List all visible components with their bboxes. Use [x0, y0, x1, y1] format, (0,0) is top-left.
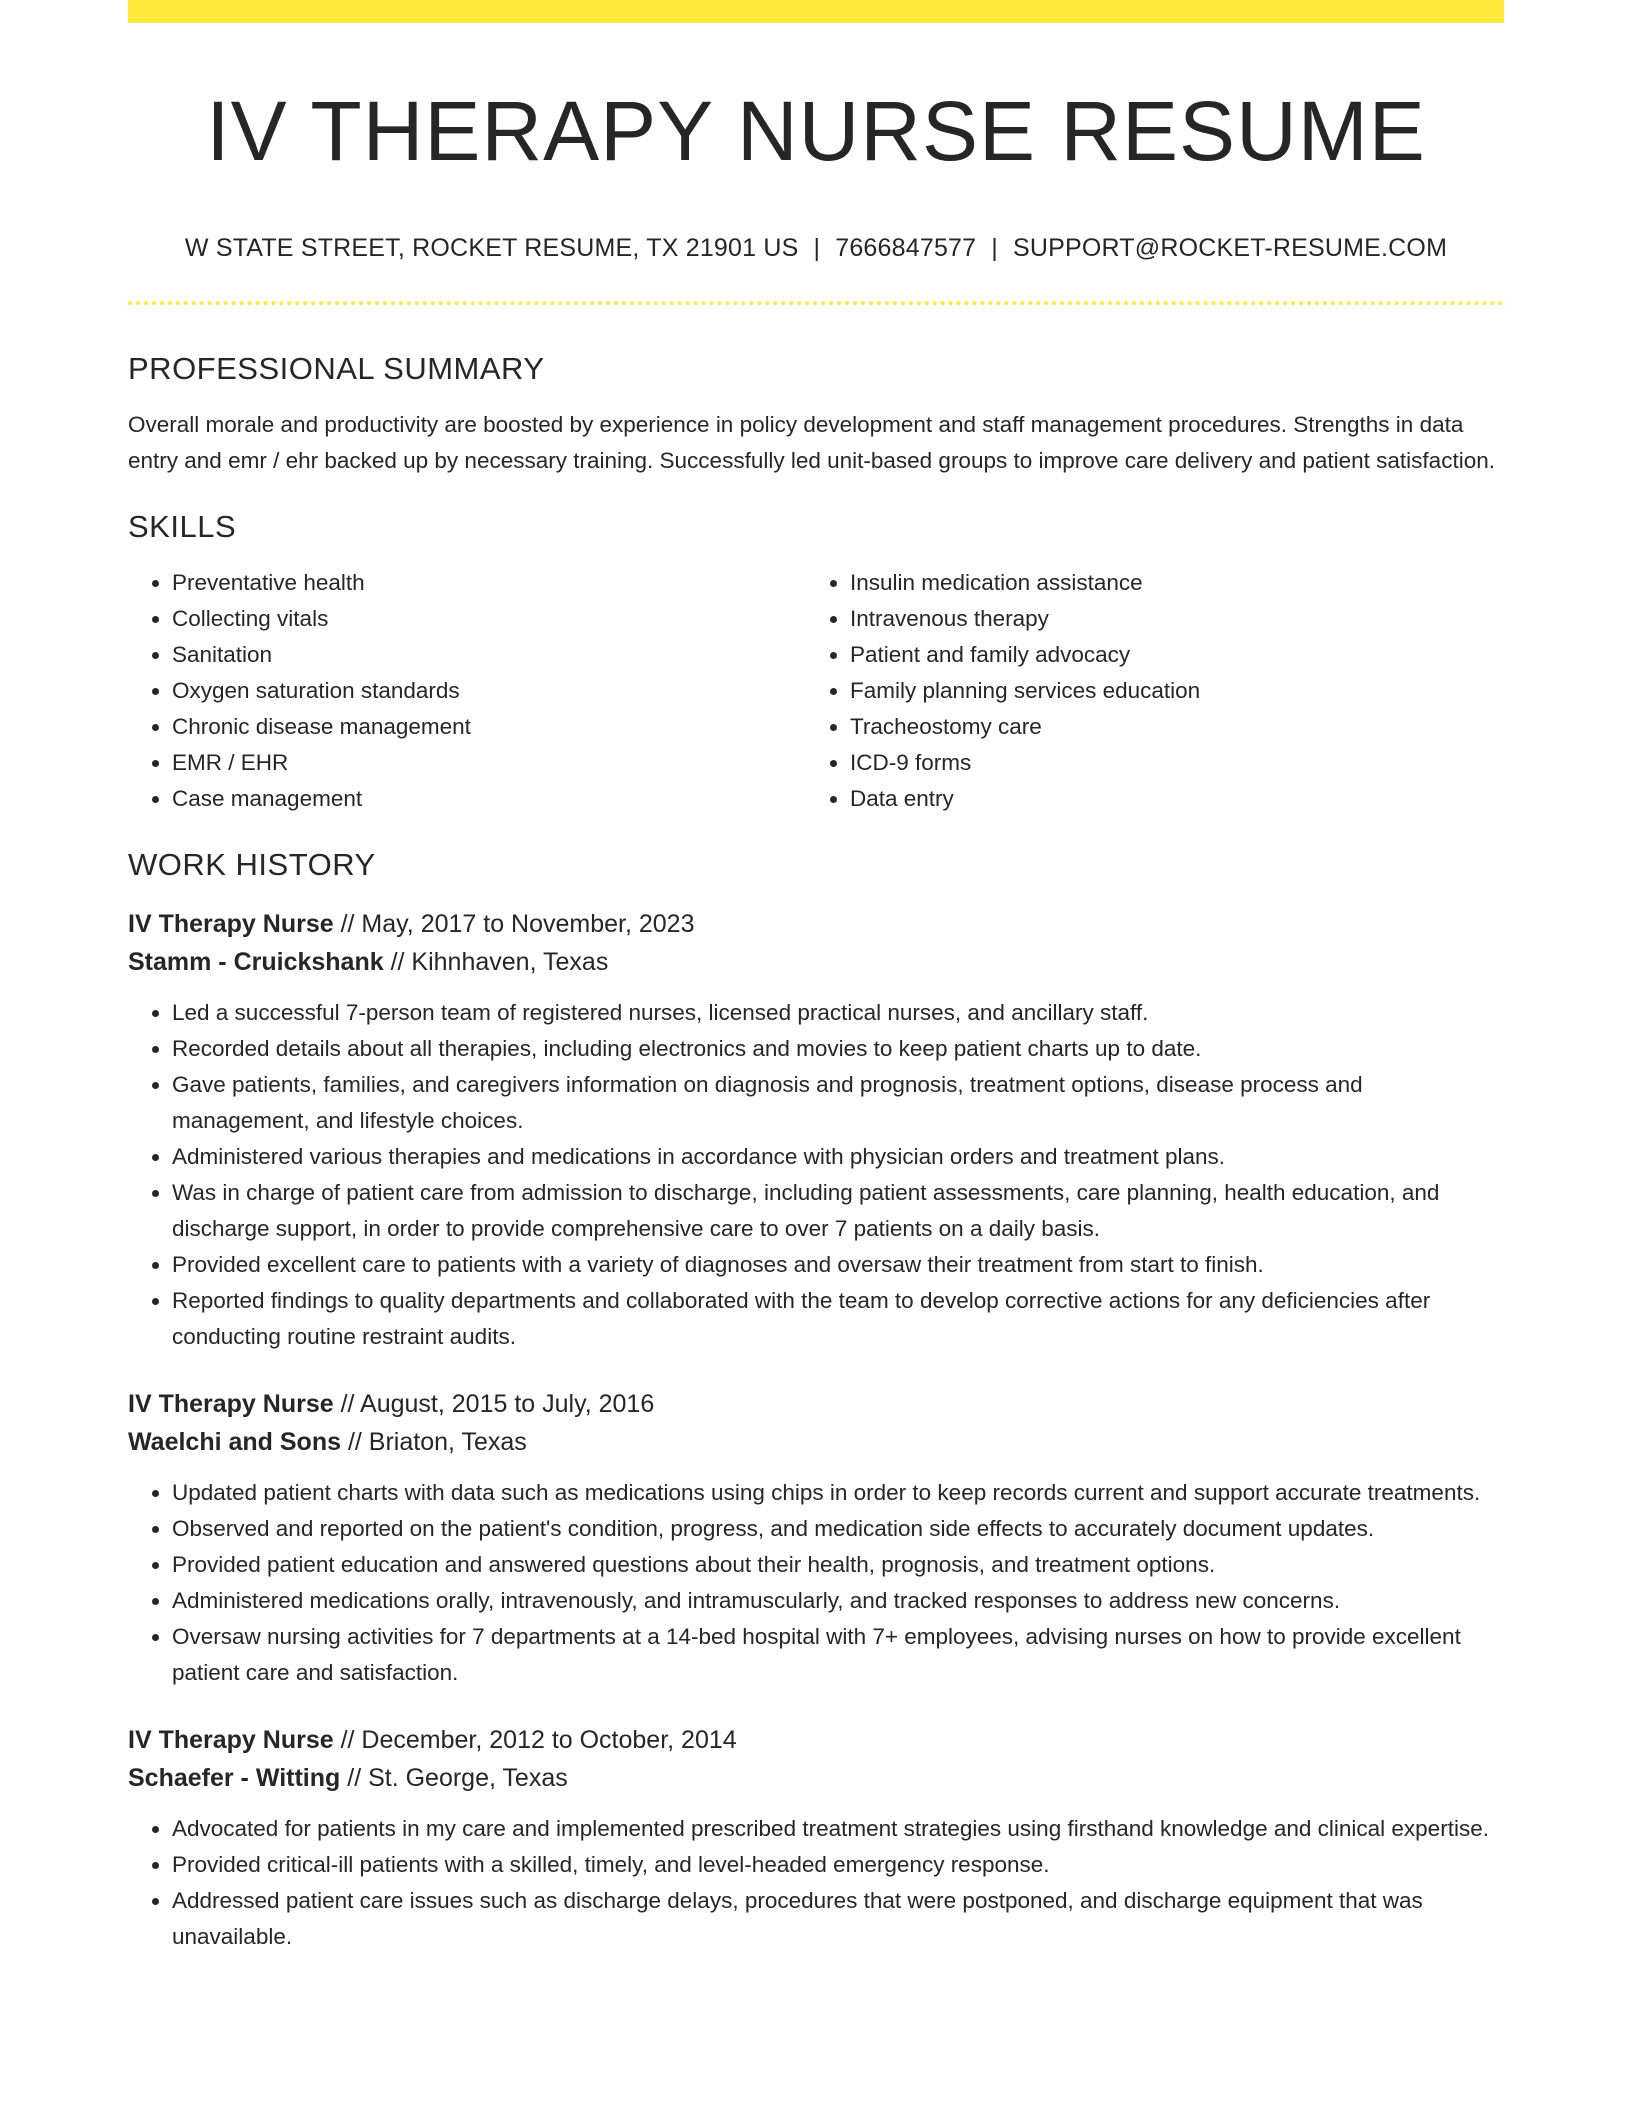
phone: 7666847577	[835, 234, 977, 263]
job-bullet: • Was in charge of patient care from admission to discharge, including patient assessments, care planning, health education, and discharge support, in order to provide comprehensive care to over 7 patients on a daily basis.	[172, 1175, 1504, 1247]
job-bullet: • Observed and reported on the patient's condition, progress, and medication side effects to accurately document updates.	[172, 1511, 1504, 1547]
dotted-divider	[128, 301, 1504, 305]
job-bullets	[128, 1811, 1504, 1955]
job-bullet: • Advocated for patients in my care and implemented prescribed treatment strategies using firsthand knowledge and clinical expertise.	[172, 1811, 1504, 1847]
skill-item: • Sanitation	[172, 637, 806, 673]
job-bullet: • Gave patients, families, and caregivers information on diagnosis and prognosis, treatment options, disease process and management, and lifestyle choices.	[172, 1067, 1504, 1139]
address: W STATE STREET, ROCKET RESUME, TX 21901 US	[184, 234, 799, 263]
skill-item: • Collecting vitals	[172, 601, 806, 637]
job-bullet: • Provided critical-ill patients with a skilled, timely, and level-headed emergency response.	[172, 1847, 1504, 1883]
job-bullet: • Administered medications orally, intravenously, and intramuscularly, and tracked responses to address new concerns.	[172, 1583, 1504, 1619]
job-company: Schaefer - Witting	[128, 1764, 341, 1793]
skills-column-right	[806, 565, 1450, 817]
job-entry	[128, 1721, 1504, 1955]
skill-item: • Insulin medication assistance	[850, 565, 1450, 601]
job-bullets	[128, 995, 1504, 1355]
job-bullet: • Led a successful 7-person team of registered nurses, licensed practical nurses, and ancillary staff.	[172, 995, 1504, 1031]
job-company-line	[128, 943, 1504, 981]
resume-page	[128, 0, 1504, 1955]
job-entry	[128, 1385, 1504, 1691]
email: SUPPORT@ROCKET-RESUME.COM	[1012, 234, 1448, 263]
job-bullet: • Provided excellent care to patients with a variety of diagnoses and oversaw their treatment from start to finish.	[172, 1247, 1504, 1283]
job-location: // St. George, Texas	[340, 1764, 568, 1793]
skills-list	[128, 565, 1504, 817]
job-bullet: • Recorded details about all therapies, including electronics and movies to keep patient charts up to date.	[172, 1031, 1504, 1067]
resume-title: IV THERAPY NURSE RESUME	[206, 84, 1426, 178]
skill-item: • Preventative health	[172, 565, 806, 601]
skill-item: • ICD-9 forms	[850, 745, 1450, 781]
accent-bar	[128, 0, 1504, 23]
skill-item: • Oxygen saturation standards	[172, 673, 806, 709]
summary-text: Overall morale and productivity are boosted by experience in policy development and staff management procedures. Strengths in data entry and emr / ehr backed up by necessary training. Successfully led unit-based groups to improve care delivery and patient satisfaction.	[128, 412, 1495, 474]
job-title: IV Therapy Nurse	[128, 910, 334, 939]
job-title-line	[128, 905, 1504, 943]
skill-item: • Tracheostomy care	[850, 709, 1450, 745]
skill-item: • Case management	[172, 781, 806, 817]
skill-item: • Chronic disease management	[172, 709, 806, 745]
job-bullet: • Reported findings to quality departments and collaborated with the team to develop corrective actions for any deficiencies after conducting routine restraint audits.	[172, 1283, 1504, 1355]
skill-item: • Patient and family advocacy	[850, 637, 1450, 673]
job-location: // Briaton, Texas	[341, 1428, 527, 1457]
job-bullet: • Addressed patient care issues such as discharge delays, procedures that were postponed, and discharge equipment that was unavailable.	[172, 1883, 1504, 1955]
separator: |	[991, 234, 998, 263]
job-title-line	[128, 1721, 1504, 1759]
job-title: IV Therapy Nurse	[128, 1390, 334, 1419]
work-history-heading: WORK HISTORY	[128, 847, 376, 883]
job-location: // Kihnhaven, Texas	[383, 948, 609, 977]
skill-item: • EMR / EHR	[172, 745, 806, 781]
job-dates: // December, 2012 to October, 2014	[333, 1726, 737, 1755]
job-bullet: • Provided patient education and answered questions about their health, prognosis, and treatment options.	[172, 1547, 1504, 1583]
job-company-line	[128, 1423, 1504, 1461]
job-dates: // August, 2015 to July, 2016	[333, 1390, 655, 1419]
job-entry	[128, 905, 1504, 1355]
job-dates: // May, 2017 to November, 2023	[333, 910, 695, 939]
contact-line	[128, 233, 1504, 263]
job-title: IV Therapy Nurse	[128, 1726, 334, 1755]
summary-heading: PROFESSIONAL SUMMARY	[128, 351, 545, 387]
job-bullets	[128, 1475, 1504, 1691]
separator: |	[813, 234, 821, 263]
job-bullet: • Oversaw nursing activities for 7 departments at a 14-bed hospital with 7+ employees, advising nurses on how to provide excellent patient care and satisfaction.	[172, 1619, 1504, 1691]
skills-heading: SKILLS	[128, 509, 237, 545]
job-company: Stamm - Cruickshank	[128, 948, 384, 977]
skill-item: • Data entry	[850, 781, 1450, 817]
job-company-line	[128, 1759, 1504, 1797]
job-title-line	[128, 1385, 1504, 1423]
job-bullet: • Updated patient charts with data such as medications using chips in order to keep records current and support accurate treatments.	[172, 1475, 1504, 1511]
job-company: Waelchi and Sons	[128, 1428, 342, 1457]
skill-item: • Family planning services education	[850, 673, 1450, 709]
job-bullet: • Administered various therapies and medications in accordance with physician orders and treatment plans.	[172, 1139, 1504, 1175]
skill-item: • Intravenous therapy	[850, 601, 1450, 637]
skills-column-left	[128, 565, 806, 817]
